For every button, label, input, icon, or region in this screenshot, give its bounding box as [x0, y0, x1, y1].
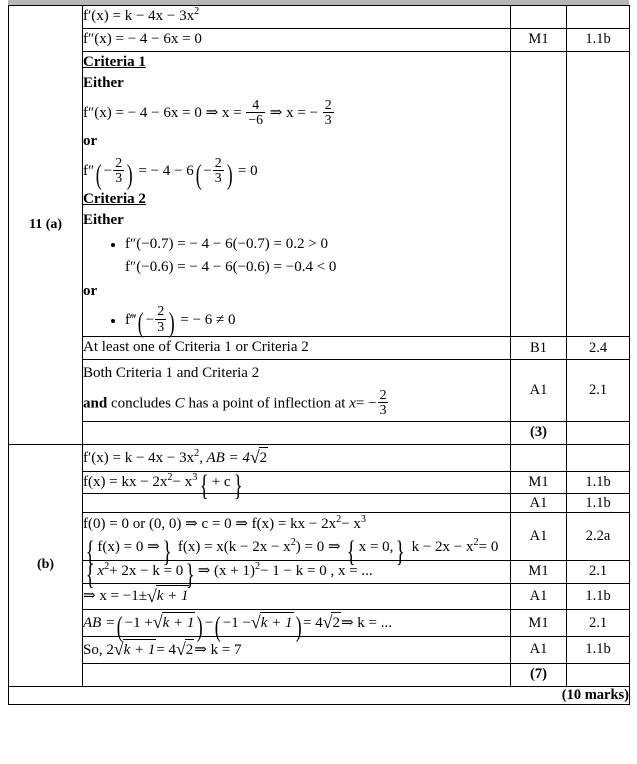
radical-icon: √2 — [250, 445, 268, 471]
c1-arg2-sign: − — [203, 163, 212, 180]
note-cell-b3: 1.1b — [567, 494, 630, 513]
fraction-2-over-3-arg3: $\frac{2}{3}$ — [157, 303, 165, 334]
mark-cell-b2: M1 — [511, 471, 567, 494]
b8-end: ⇒ k = 7 — [194, 641, 242, 658]
right-paren-icon-3: ) — [168, 308, 175, 340]
criteria1-either-equation — [83, 98, 510, 128]
table-row — [9, 337, 630, 360]
b4-line2-mid: f(x) = x(k − 2x − x — [177, 539, 291, 556]
table-row — [9, 444, 630, 471]
answer-cell-b6 — [83, 583, 511, 610]
right-paren-icon-4: ) — [197, 611, 204, 643]
mark-cell-b8: A1 — [511, 636, 567, 663]
b4-line2-mid2: ) = 0 ⇒ — [295, 539, 341, 556]
b2-exponent1: 2 — [167, 471, 173, 483]
answer-cell-b4 — [83, 513, 511, 568]
note-cell-b5: 2.1 — [567, 560, 630, 583]
right-paren-icon: ) — [126, 159, 133, 191]
question-label-a: 11 (a) — [9, 6, 83, 445]
criteria-1-heading: Criteria 1 — [83, 53, 146, 70]
b5-brace-rest: + 2x − k = 0 — [109, 562, 184, 579]
radical-icon-7: √2 — [176, 637, 194, 663]
mark-cell-b4: A1 — [511, 513, 567, 561]
b7-p2-a: −1 − — [222, 615, 252, 632]
b4-line2-end: k − 2x − x — [411, 539, 474, 556]
c1-line2-lhs: f″ — [83, 163, 95, 180]
table-row — [9, 560, 630, 583]
question-label-b: (b) — [9, 444, 83, 686]
answer-cell-b5 — [83, 558, 511, 592]
answer-cell-a-subtotal-blank — [83, 421, 511, 444]
b1-lhs: f′(x) = k − 4x − 3x — [83, 449, 195, 466]
mark-cell-a3 — [511, 51, 567, 337]
a5-line2 — [83, 388, 510, 418]
b2-exponent2: 3 — [192, 471, 198, 483]
note-cell-b-subtotal — [567, 663, 630, 686]
left-brace-icon-2: { — [85, 534, 95, 568]
note-cell-a1 — [567, 6, 630, 29]
c2-bullet2-lhs: f‴ — [125, 311, 137, 328]
table-row — [9, 28, 630, 51]
left-paren-icon-5: ( — [215, 611, 222, 643]
radical-icon-5: √2 — [323, 610, 341, 636]
c2-bullet2-sign: − — [145, 311, 155, 328]
total-marks: (10 marks) — [9, 686, 630, 704]
table-row — [9, 513, 630, 561]
note-cell-a4: 2.4 — [567, 337, 630, 360]
fraction-2-over-3-arg: $\frac{2}{3}$ — [115, 154, 123, 186]
right-paren-icon-5: ) — [295, 611, 302, 643]
table-row — [9, 636, 630, 663]
table-row — [9, 360, 630, 422]
left-paren-icon-4: ( — [117, 611, 123, 643]
answer-cell-a1 — [83, 6, 511, 29]
b4-line2 — [83, 534, 510, 568]
b4-line2-exp: 2 — [290, 537, 296, 549]
b4-line1-exp1: 2 — [336, 514, 342, 526]
answer-cell-a2 — [83, 28, 511, 51]
c1-line1-lhs: f″(x) = − 4 − 6x = 0 ⇒ x = — [83, 105, 242, 122]
right-brace-icon-3: } — [396, 534, 406, 568]
c1-arg-sign: − — [103, 163, 113, 180]
b4-brace2: x = 0, — [358, 539, 394, 556]
table-row — [9, 494, 630, 513]
left-paren-icon: ( — [96, 159, 102, 191]
b7-mid: − — [204, 615, 214, 632]
b1-mid: , AB = 4 — [199, 449, 250, 466]
b7-eq: = 4 — [303, 615, 323, 632]
right-paren-icon-2: ) — [226, 159, 233, 191]
fraction-2-over-3: $\frac{2}{3}$ — [324, 97, 332, 128]
note-cell-a3 — [567, 51, 630, 337]
b4-line1-b: − x — [341, 516, 361, 533]
b8-lhs: So, 2 — [83, 641, 114, 658]
table-row — [9, 686, 630, 704]
b7-lhs: AB = — [83, 615, 116, 632]
expr-fprime-exponent: 2 — [194, 6, 200, 17]
table-row — [9, 421, 630, 444]
a5-variable: x — [349, 395, 356, 412]
right-brace-icon-2: } — [162, 534, 172, 568]
note-cell-a2: 1.1b — [567, 28, 630, 51]
b5-rest-exp: 2 — [255, 560, 261, 572]
b7-end: ⇒ k = ... — [340, 615, 392, 632]
left-paren-icon-2: ( — [195, 159, 202, 191]
either-label-2: Either — [83, 212, 124, 229]
c2-bullet1-line1: • f″(−0.7) = − 4 − 6(−0.7) = 0.2 > 0 — [125, 236, 328, 253]
c1-line2-mid: = − 4 − 6 — [138, 163, 194, 180]
right-brace-icon: } — [233, 469, 243, 503]
expr-fdoubleprime: f″(x) = − 4 − 6x = 0 — [83, 30, 202, 47]
c2-bullet1-line2: f″(−0.6) = − 4 − 6(−0.6) = −0.4 < 0 — [125, 258, 337, 275]
a5-text2: has a point of inflection at — [188, 395, 346, 412]
mark-cell-b6: A1 — [511, 583, 567, 610]
answer-cell-a4: At least one of Criteria 1 or Criteria 2 — [83, 337, 511, 360]
b2-lhs: f(x) = kx − 2x — [83, 473, 168, 490]
note-cell-b4: 2.2a — [567, 513, 630, 561]
criteria-2-heading: Criteria 2 — [83, 190, 146, 207]
subtotal-a: (3) — [511, 421, 567, 444]
note-cell-b8: 1.1b — [567, 636, 630, 663]
left-brace-icon-3: { — [347, 534, 356, 568]
radical-icon-2: √k + 1 — [147, 584, 190, 610]
b5-brace-lhs: x — [97, 562, 105, 579]
b4-line2-end2: = 0 — [478, 539, 499, 556]
answer-cell-b7 — [83, 610, 511, 643]
radical-icon-6: √k + 1 — [114, 637, 157, 663]
mark-cell-b5: M1 — [511, 560, 567, 583]
mark-cell-b7: M1 — [511, 610, 567, 637]
note-cell-a5: 2.1 — [567, 360, 630, 422]
b2-mid: − x — [172, 473, 193, 490]
note-cell-b6: 1.1b — [567, 583, 630, 610]
criteria2-bullet-list — [83, 234, 510, 279]
note-cell-b1 — [567, 444, 630, 471]
radical-icon-4: √k + 1 — [251, 610, 294, 636]
answer-cell-a5 — [83, 360, 511, 422]
subtotal-b: (7) — [511, 663, 567, 686]
a5-and-label: and — [83, 395, 108, 412]
mark-cell-b1 — [511, 444, 567, 471]
mark-cell-b3: A1 — [511, 494, 567, 513]
answer-cell-b-subtotal-blank — [83, 663, 511, 686]
table-row — [9, 610, 630, 637]
b4-line2-exp2: 2 — [473, 537, 479, 549]
left-brace-icon: { — [200, 469, 209, 503]
b4-line1 — [83, 514, 510, 536]
either-label-1: Either — [83, 75, 124, 92]
table-row — [9, 663, 630, 686]
note-cell-b2: 1.1b — [567, 471, 630, 494]
list-item — [125, 234, 510, 279]
expr-fprime: f′(x) = k − 4x − 3x — [83, 8, 195, 24]
left-paren-icon-3: ( — [138, 308, 144, 340]
fraction-4-over-minus6: $\frac{4}{-6}$ — [248, 97, 264, 128]
b4-brace1: f(x) = 0 ⇒ — [97, 539, 160, 556]
b6-lhs: ⇒ x = −1± — [83, 588, 147, 605]
b5-rest-a: ⇒ (x + 1) — [197, 562, 255, 579]
note-cell-a-subtotal — [567, 421, 630, 444]
left-brace-icon-4: { — [85, 558, 95, 592]
or-label-1: or — [83, 132, 98, 149]
a5-text: concludes — [110, 395, 171, 412]
right-brace-icon-4: } — [186, 558, 195, 592]
mark-scheme-table — [8, 5, 630, 705]
b2-brace-content: + c — [211, 473, 231, 490]
answer-cell-b2 — [83, 469, 511, 503]
mark-cell-a5: A1 — [511, 360, 567, 422]
note-cell-b7: 2.1 — [567, 610, 630, 637]
fraction-2-over-3-inflection: $\frac{2}{3}$ — [379, 386, 387, 418]
c1-line2-rhs: = 0 — [237, 163, 258, 180]
criteria2-bullet-list-2 — [83, 303, 510, 340]
b4-line1-exp2: 3 — [360, 514, 366, 526]
b1-exponent: 2 — [194, 447, 200, 459]
c1-line1-mid: ⇒ x = − — [269, 105, 319, 122]
table-row — [9, 51, 630, 337]
answer-cell-b3 — [83, 494, 511, 513]
radical-icon-3: √k + 1 — [153, 610, 196, 636]
answer-cell-criteria — [83, 51, 511, 340]
b5-brace-exp: 2 — [104, 560, 110, 572]
a5-equals: = − — [355, 395, 377, 412]
or-label-2: or — [83, 282, 98, 299]
table-row — [9, 471, 630, 494]
criteria1-or-equation — [83, 154, 510, 191]
mark-cell-a1 — [511, 6, 567, 29]
a5-curve-label: C — [174, 395, 185, 412]
answer-cell-b1 — [83, 444, 511, 471]
fraction-2-over-3-arg2: $\frac{2}{3}$ — [214, 154, 222, 186]
b5-rest-b: − 1 − k = 0 , x = ... — [260, 562, 373, 579]
c2-bullet2-rhs: = − 6 ≠ 0 — [180, 311, 236, 328]
b7-p1-a: −1 + — [124, 615, 153, 632]
mark-cell-a2: M1 — [511, 28, 567, 51]
b4-line1-a: f(0) = 0 or (0, 0) ⇒ c = 0 ⇒ f(x) = kx − 2x — [83, 516, 337, 533]
a5-line1: Both Criteria 1 and Criteria 2 — [83, 365, 260, 382]
table-row — [9, 6, 630, 29]
mark-cell-a4: B1 — [511, 337, 567, 360]
b8-mid: = 4 — [156, 641, 177, 658]
table-row — [9, 583, 630, 610]
list-item — [125, 303, 510, 340]
